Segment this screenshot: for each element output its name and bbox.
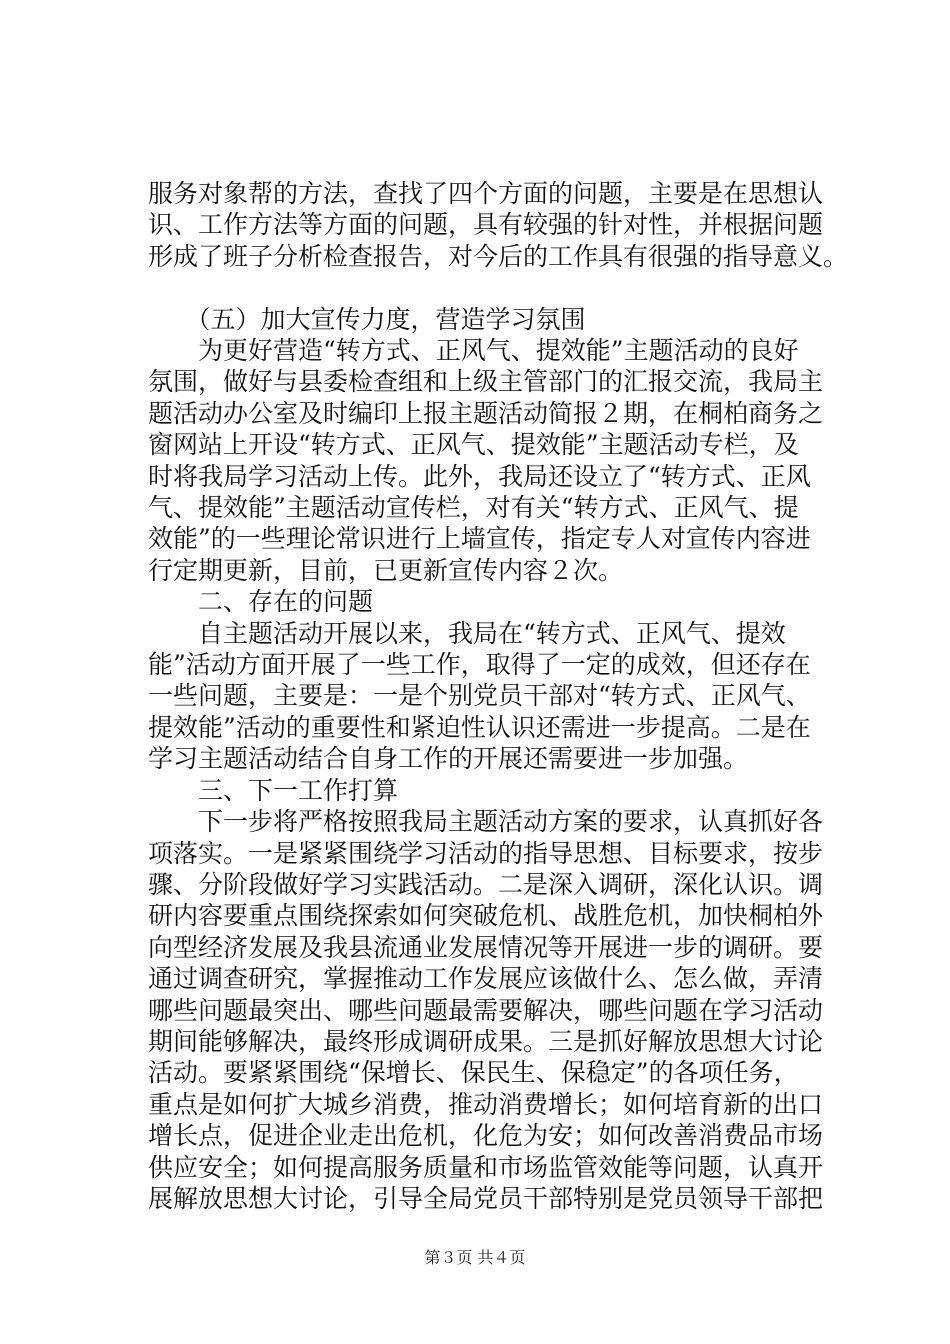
text-line: 窗网站上开设“转方式、正风气、提效能”主题活动专栏，及	[148, 430, 799, 460]
text-line: 提效能”活动的重要性和紧迫性认识还需进一步提高。二是在	[148, 712, 811, 742]
text-line: 气、提效能”主题活动宣传栏，对有关“转方式、正风气、提	[148, 493, 799, 523]
text-line: 研内容要重点围绕探索如何突破危机、战胜危机，加快桐柏外	[148, 901, 824, 931]
page-footer: 第３页 共４页	[424, 1248, 526, 1267]
text-line: 服务对象帮的方法，查找了四个方面的问题，主要是在思想认	[148, 179, 824, 208]
document-body	[148, 178, 848, 1214]
text-line: 活动。要紧紧围绕“保增长、保民生、保稳定”的各项任务，	[148, 1058, 799, 1088]
text-line: 能”活动方面开展了一些工作，取得了一定的成效，但还存在	[148, 650, 811, 680]
text-line: 行定期更新，目前，已更新宣传内容２次。	[148, 555, 624, 585]
text-line: 为更好营造“转方式、正风气、提效能”主题活动的良好	[148, 336, 799, 366]
text-line: 时将我局学习活动上传。此外，我局还设立了“转方式、正风	[148, 461, 811, 491]
text-line: 展解放思想大讨论，引导全局党员干部特别是党员领导干部把	[148, 1183, 824, 1213]
text-line: 形成了班子分析检查报告，对今后的工作具有很强的指导意义。	[148, 241, 849, 271]
text-line: 学习主题活动结合自身工作的开展还需要进一步加强。	[148, 744, 749, 774]
text-line: 氛围，做好与县委检查组和上级主管部门的汇报交流，我局主	[148, 367, 824, 397]
text-line: 期间能够解决，最终形成调研成果。三是抓好解放思想大讨论	[148, 1026, 824, 1056]
text-line: 供应安全；如何提高服务质量和市场监管效能等问题，认真开	[148, 1152, 824, 1182]
text-line: 自主题活动开展以来，我局在“转方式、正风气、提效	[148, 618, 786, 648]
text-line: 骤、分阶段做好学习实践活动。二是深入调研，深化认识。调	[148, 869, 824, 899]
text-line: 项落实。一是紧紧围绕学习活动的指导思想、目标要求，按步	[148, 838, 824, 868]
text-line: 题活动办公室及时编印上报主题活动简报２期，在桐柏商务之	[148, 398, 824, 428]
text-line: 重点是如何扩大城乡消费，推动消费增长；如何培育新的出口	[148, 1089, 824, 1119]
text-line: 增长点，促进企业走出危机，化危为安；如何改善消费品市场	[148, 1121, 824, 1151]
text-line	[148, 272, 848, 303]
text-line: 效能”的一些理论常识进行上墙宣传，指定专人对宣传内容进	[148, 524, 811, 554]
text-line: 一些问题，主要是：一是个别党员干部对“转方式、正风气、	[148, 681, 811, 711]
text-line: 向型经济发展及我县流通业发展情况等开展进一步的调研。要	[148, 932, 824, 962]
text-line: 下一步将严格按照我局主题活动方案的要求，认真抓好各	[148, 807, 824, 837]
text-line: 哪些问题最突出、哪些问题最需要解决，哪些问题在学习活动	[148, 995, 824, 1025]
text-line: 通过调查研究，掌握推动工作发展应该做什么、怎么做，弄清	[148, 964, 824, 994]
text-line: （五）加大宣传力度，营造学习氛围	[148, 304, 586, 334]
text-line: 二、存在的问题	[148, 587, 374, 617]
text-line: 三、下一工作打算	[148, 775, 399, 805]
text-line: 识、工作方法等方面的问题，具有较强的针对性，并根据问题	[148, 210, 824, 240]
